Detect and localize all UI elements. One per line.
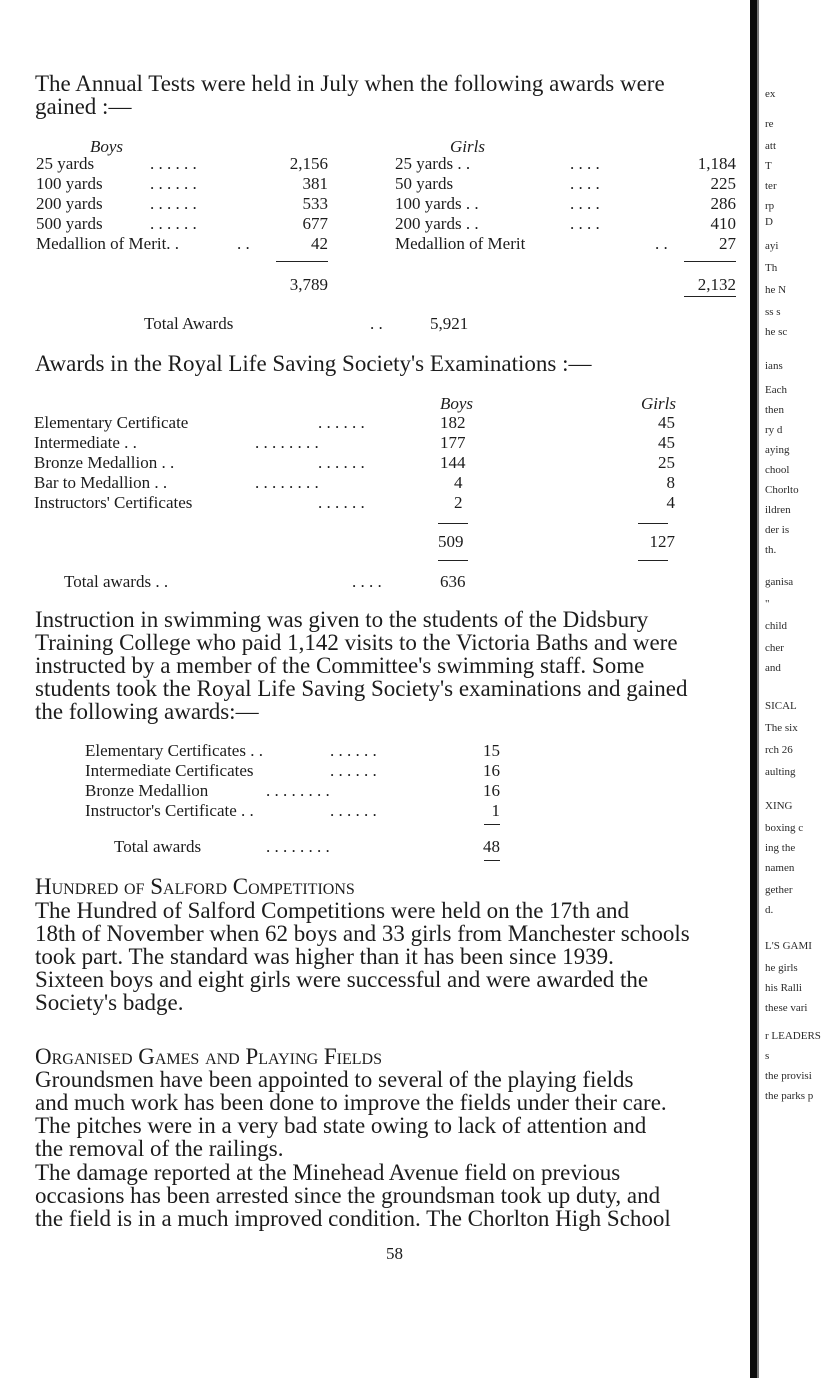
didsbury-value: 16 <box>483 761 500 780</box>
bleed-fragment: T <box>765 160 772 172</box>
leader-dots: . . <box>370 314 383 333</box>
salford-line-1: The Hundred of Salford Competitions were held on the 17th and <box>35 898 630 923</box>
bleed-fragment: Th <box>765 262 778 274</box>
games-line-4: the removal of the railings. <box>35 1136 284 1161</box>
didsbury-total-label: Total awards <box>114 837 202 856</box>
bleed-fragment: the parks p <box>765 1090 814 1102</box>
leader-dots: . . . . . . <box>318 413 365 432</box>
intro-line-1: The Annual Tests were held in July when the following awards were <box>35 71 665 96</box>
rlss-boys-value: 177 <box>440 433 466 452</box>
girls-total-rule-lower <box>684 296 736 297</box>
girls-value: 410 <box>710 214 736 233</box>
bleed-fragment: " <box>765 598 770 610</box>
bleed-fragment: ganisa <box>765 576 794 588</box>
bleed-fragment: SICAL <box>765 700 797 712</box>
rlss-heading: Awards in the Royal Life Saving Society's Examinations :— <box>35 351 592 376</box>
didsbury-label: Bronze Medallion <box>85 781 209 800</box>
leader-dots: . . . . . . <box>330 761 377 780</box>
bleed-fragment: cher <box>765 642 784 654</box>
bleed-fragment: ing the <box>765 842 796 854</box>
rlss-boys-value: 4 <box>454 473 463 492</box>
games-line-1: Groundsmen have been appointed to several of the playing fields <box>35 1067 634 1092</box>
rlss-boys-rule-lower <box>438 560 468 561</box>
girls-total: 2,132 <box>697 275 736 294</box>
bleed-fragment: boxing c <box>765 822 804 834</box>
rlss-label: Bronze Medallion . . <box>34 453 175 472</box>
bleed-fragment: he girls <box>765 962 798 974</box>
intro-line-2: gained :— <box>35 94 132 119</box>
bleed-fragment: rch 26 <box>765 744 793 756</box>
leader-dots: . . . . . . <box>150 174 197 193</box>
leader-dots: . . . . . . . . <box>266 781 330 800</box>
games-line-7: the field is in a much improved condition. The Chorlton High School <box>35 1206 671 1231</box>
didsbury-value: 15 <box>483 741 500 760</box>
rlss-girls-rule <box>638 523 668 524</box>
bleed-fragment: the provisi <box>765 1070 812 1082</box>
didsbury-line-2: Training College who paid 1,142 visits to the Victoria Baths and were <box>35 630 678 655</box>
bleed-fragment: ss s <box>765 306 781 318</box>
bleed-fragment: s <box>765 1050 770 1062</box>
boys-value: 677 <box>302 214 328 233</box>
bleed-fragment: ter <box>765 180 777 192</box>
salford-line-2: 18th of November when 62 boys and 33 girls from Manchester schools <box>35 921 690 946</box>
rlss-label: Intermediate . . <box>34 433 137 452</box>
leader-dots: . . . . . . . . <box>266 837 330 856</box>
boys-event: 500 yards <box>36 214 103 233</box>
girls-value: 286 <box>710 194 736 213</box>
didsbury-line-3: instructed by a member of the Committee's swimming staff. Some <box>35 653 645 678</box>
girls-event: 200 yards . . <box>395 214 479 233</box>
rlss-girls-value: 8 <box>666 473 675 492</box>
rlss-total-value: 636 <box>440 572 466 591</box>
didsbury-label: Instructor's Certificate . . <box>85 801 254 820</box>
didsbury-line-5: the following awards:— <box>35 699 259 724</box>
didsbury-value: 16 <box>483 781 500 800</box>
rlss-boys-value: 144 <box>440 453 466 472</box>
girls-event: Medallion of Merit <box>395 234 526 253</box>
girls-event: 100 yards . . <box>395 194 479 213</box>
rlss-girls-heading: Girls <box>641 394 676 413</box>
rlss-girls-total: 127 <box>649 532 675 551</box>
didsbury-value: 1 <box>491 801 500 820</box>
rlss-boys-value: 2 <box>454 493 463 512</box>
didsbury-total-rule-lower <box>484 860 500 861</box>
salford-heading: Hundred of Salford Competitions <box>35 874 355 899</box>
leader-dots: . . . . . . <box>330 741 377 760</box>
girls-value: 27 <box>719 234 736 253</box>
boys-event: Medallion of Merit. . <box>36 234 180 253</box>
bleed-fragment: ayi <box>765 240 779 252</box>
bleed-fragment: th. <box>765 544 777 556</box>
girls-event: 25 yards . . <box>395 154 471 173</box>
bleed-fragment: d. <box>765 904 774 916</box>
bleed-fragment: and <box>765 662 781 674</box>
salford-line-5: Society's badge. <box>35 990 184 1015</box>
binding-shadow <box>750 0 757 1378</box>
leader-dots: . . <box>655 234 668 253</box>
boys-event: 100 yards <box>36 174 103 193</box>
boys-value: 381 <box>302 174 328 193</box>
didsbury-line-1: Instruction in swimming was given to the students of the Didsbury <box>35 607 649 632</box>
leader-dots: . . . . . . . . <box>255 473 319 492</box>
boys-heading: Boys <box>90 137 124 156</box>
leader-dots: . . . . . . <box>330 801 377 820</box>
games-line-6: occasions has been arrested since the groundsman took up duty, and <box>35 1183 661 1208</box>
bleed-fragment: namen <box>765 862 795 874</box>
bleed-fragment: ry d <box>765 424 783 436</box>
leader-dots: . . <box>237 234 250 253</box>
bleed-fragment: aying <box>765 444 790 456</box>
bleed-fragment: ians <box>765 360 783 372</box>
bleed-fragment: der is <box>765 524 790 536</box>
leader-dots: . . . . . . <box>150 214 197 233</box>
bleed-fragment: r LEADERS <box>765 1030 821 1042</box>
games-line-5: The damage reported at the Minehead Avenue field on previous <box>35 1160 621 1185</box>
rlss-boys-total: 509 <box>438 532 464 551</box>
bleed-fragment: D <box>765 216 773 228</box>
leader-dots: . . . . <box>570 214 600 233</box>
grand-total-label: Total Awards <box>144 314 234 333</box>
bleed-fragment: att <box>765 140 776 152</box>
rlss-label: Bar to Medallion . . <box>34 473 168 492</box>
bleed-fragment: The six <box>765 722 798 734</box>
bleed-fragment: re <box>765 118 774 130</box>
bleed-fragment: his Ralli <box>765 982 802 994</box>
bleed-fragment: he N <box>765 284 787 296</box>
rlss-girls-value: 4 <box>666 493 675 512</box>
bleed-fragment: Each <box>765 384 787 396</box>
rlss-label: Instructors' Certificates <box>34 493 193 512</box>
girls-value: 1,184 <box>697 154 736 173</box>
boys-event: 25 yards <box>36 154 95 173</box>
bleed-fragment: XING <box>765 800 793 812</box>
bleed-fragment: Chorlto <box>765 484 799 496</box>
rlss-boys-value: 182 <box>440 413 466 432</box>
games-line-3: The pitches were in a very bad state owing to lack of attention and <box>35 1113 647 1138</box>
didsbury-label: Elementary Certificates . . <box>85 741 263 760</box>
boys-value: 42 <box>311 234 328 253</box>
rlss-label: Elementary Certificate <box>34 413 189 432</box>
rlss-girls-value: 45 <box>658 433 675 452</box>
salford-line-4: Sixteen boys and eight girls were successful and were awarded the <box>35 967 649 992</box>
binding-shadow-edge <box>757 0 759 1378</box>
grand-total-value: 5,921 <box>430 314 469 333</box>
salford-line-3: took part. The standard was higher than it has been since 1939. <box>35 944 614 969</box>
leader-dots: . . . . . . <box>150 194 197 213</box>
girls-heading: Girls <box>450 137 485 156</box>
games-line-2: and much work has been done to improve the fields under their care. <box>35 1090 667 1115</box>
rlss-girls-value: 25 <box>658 453 675 472</box>
leader-dots: . . . . . . . . <box>255 433 319 452</box>
leader-dots: . . . . <box>570 154 600 173</box>
bleed-fragment: ex <box>765 88 776 100</box>
rlss-boys-rule <box>438 523 468 524</box>
page-number: 58 <box>386 1244 403 1263</box>
rlss-girls-value: 45 <box>658 413 675 432</box>
leader-dots: . . . . . . <box>150 154 197 173</box>
bleed-fragment: L'S GAMI <box>765 940 812 952</box>
games-heading: Organised Games and Playing Fields <box>35 1044 382 1069</box>
leader-dots: . . . . . . <box>318 493 365 512</box>
bleed-fragment: he sc <box>765 326 788 338</box>
bleed-fragment: child <box>765 620 787 632</box>
leader-dots: . . . . . . <box>318 453 365 472</box>
bleed-fragment: these vari <box>765 1002 808 1014</box>
girls-value: 225 <box>710 174 736 193</box>
rlss-boys-heading: Boys <box>440 394 474 413</box>
bleed-fragment: chool <box>765 464 790 476</box>
boys-event: 200 yards <box>36 194 103 213</box>
girls-event: 50 yards <box>395 174 454 193</box>
rlss-total-label: Total awards . . <box>64 572 169 591</box>
leader-dots: . . . . <box>352 572 382 591</box>
boys-value: 2,156 <box>289 154 328 173</box>
bleed-fragment: then <box>765 404 784 416</box>
didsbury-total-value: 48 <box>483 837 500 856</box>
leader-dots: . . . . <box>570 194 600 213</box>
bleed-fragment: ildren <box>765 504 791 516</box>
bleed-fragment: rp <box>765 200 775 212</box>
bleed-fragment: aulting <box>765 766 796 778</box>
didsbury-label: Intermediate Certificates <box>85 761 254 780</box>
adjacent-page-edge <box>753 0 821 1378</box>
boys-total-rule <box>276 261 328 262</box>
boys-value: 533 <box>302 194 328 213</box>
didsbury-line-4: students took the Royal Life Saving Society's examinations and gained <box>35 676 688 701</box>
didsbury-total-rule <box>484 824 500 825</box>
leader-dots: . . . . <box>570 174 600 193</box>
rlss-girls-rule-lower <box>638 560 668 561</box>
bleed-fragment: gether <box>765 884 793 896</box>
boys-total: 3,789 <box>289 275 328 294</box>
girls-total-rule <box>684 261 736 262</box>
